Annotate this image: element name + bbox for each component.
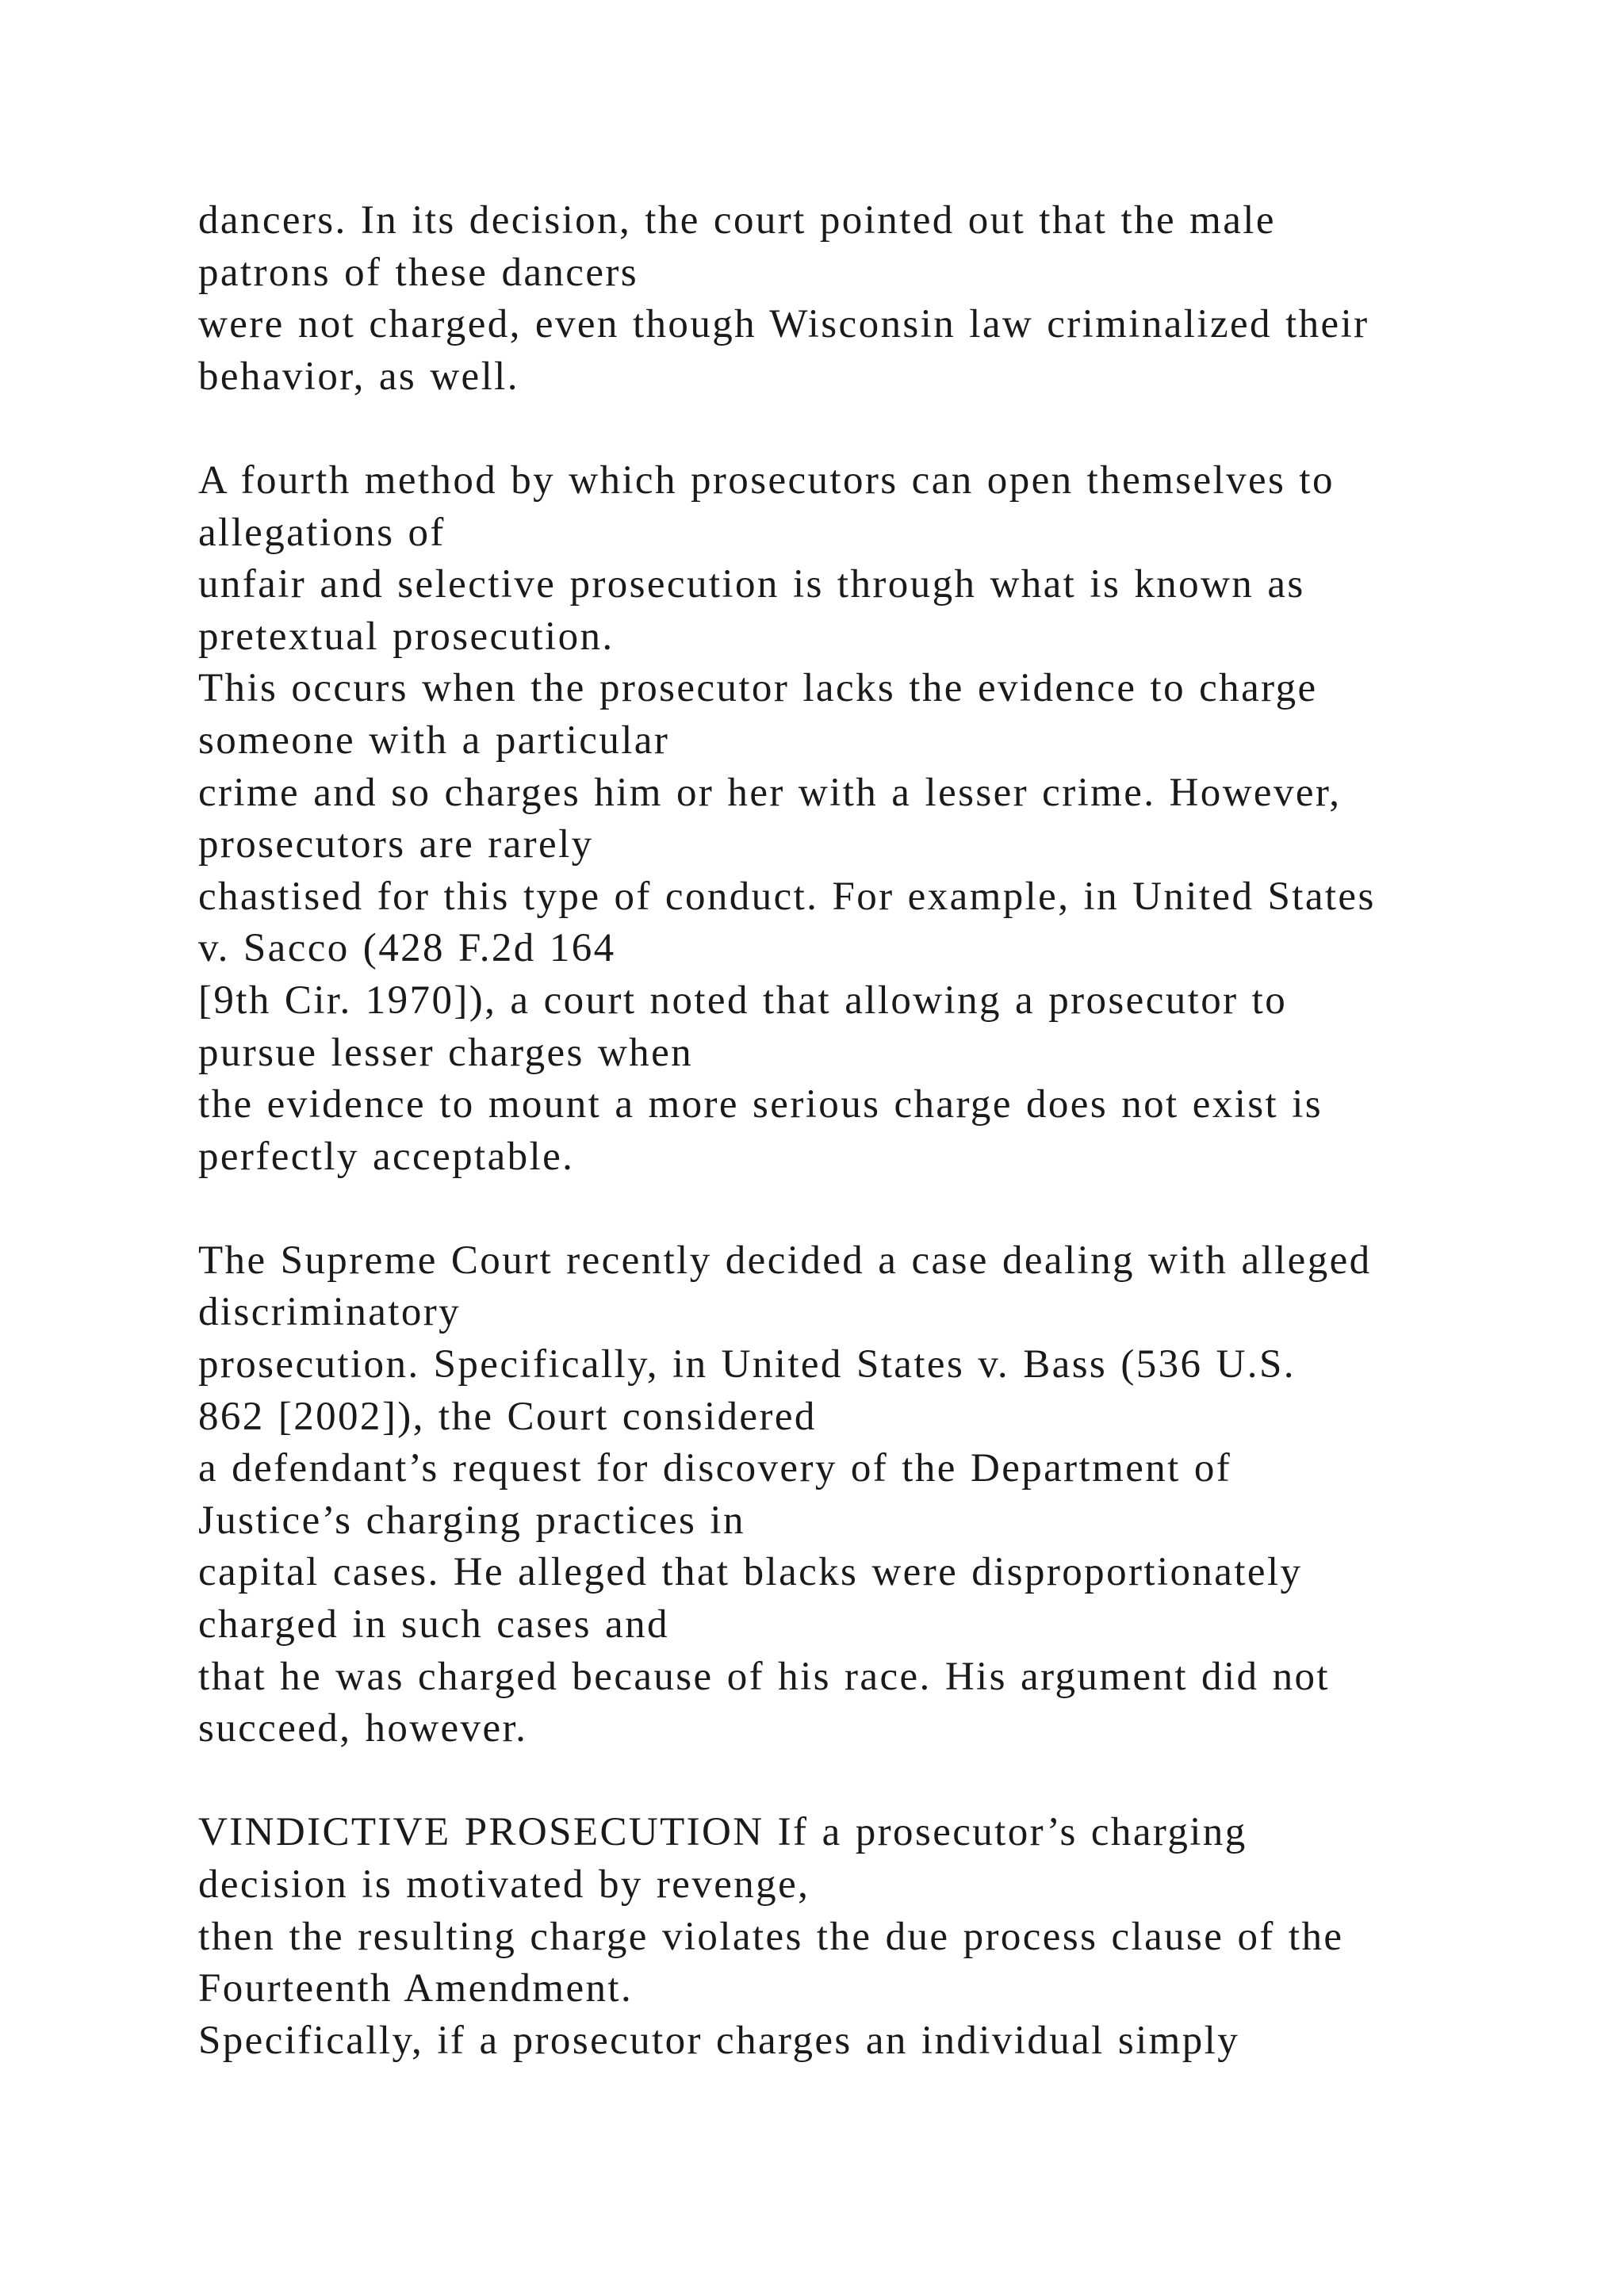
text-line: 862 [2002]), the Court considered <box>198 1394 817 1439</box>
text-line: The Supreme Court recently decided a case dealing with alleged <box>198 1238 1372 1283</box>
text-line: the evidence to mount a more serious charge does not exist is <box>198 1082 1323 1127</box>
text-line: someone with a particular <box>198 718 670 763</box>
document-body <box>198 195 1546 2067</box>
text-line: [9th Cir. 1970]), a court noted that allowing a prosecutor to <box>198 978 1288 1023</box>
text-line: perfectly acceptable. <box>198 1134 575 1179</box>
paragraph-3 <box>198 1235 1546 1755</box>
paragraph-1 <box>198 195 1546 403</box>
text-line: Justice’s charging practices in <box>198 1498 745 1543</box>
paragraph-2 <box>198 455 1546 1183</box>
text-line: decision is motivated by revenge, <box>198 1862 810 1907</box>
text-line: VINDICTIVE PROSECUTION If a prosecutor’s charging <box>198 1810 1247 1855</box>
text-line: capital cases. He alleged that blacks were disproportionately <box>198 1550 1303 1595</box>
paragraph-gap <box>198 403 1546 455</box>
text-line: Fourteenth Amendment. <box>198 1966 634 2011</box>
text-line: v. Sacco (428 F.2d 164 <box>198 926 616 971</box>
text-line: pursue lesser charges when <box>198 1030 694 1075</box>
text-line: prosecution. Specifically, in United States v. Bass (536 U.S. <box>198 1342 1296 1387</box>
text-line: unfair and selective prosecution is through what is known as <box>198 562 1305 607</box>
text-line: behavior, as well. <box>198 354 519 399</box>
text-line: crime and so charges him or her with a lesser crime. However, <box>198 770 1342 815</box>
paragraph-4 <box>198 1807 1546 2067</box>
text-line: A fourth method by which prosecutors can open themselves to <box>198 457 1335 503</box>
paragraph-gap <box>198 1755 1546 1808</box>
text-line: were not charged, even though Wisconsin law criminalized their <box>198 302 1369 347</box>
text-line: charged in such cases and <box>198 1602 669 1647</box>
text-line: chastised for this type of conduct. For example, in United States <box>198 874 1376 919</box>
text-line: pretextual prosecution. <box>198 614 615 659</box>
text-line: prosecutors are rarely <box>198 822 594 867</box>
text-line: succeed, however. <box>198 1706 528 1751</box>
text-line: a defendant’s request for discovery of the Department of <box>198 1446 1232 1491</box>
text-line: allegations of <box>198 510 446 555</box>
text-line: dancers. In its decision, the court pointed out that the male <box>198 198 1276 243</box>
text-line: discriminatory <box>198 1290 462 1335</box>
paragraph-gap <box>198 1183 1546 1235</box>
text-line: This occurs when the prosecutor lacks the evidence to charge <box>198 666 1318 711</box>
text-line: then the resulting charge violates the due process clause of the <box>198 1914 1344 1959</box>
text-line: Specifically, if a prosecutor charges an individual simply <box>198 2018 1240 2063</box>
text-line: that he was charged because of his race. His argument did not <box>198 1654 1330 1699</box>
text-line: patrons of these dancers <box>198 250 638 295</box>
